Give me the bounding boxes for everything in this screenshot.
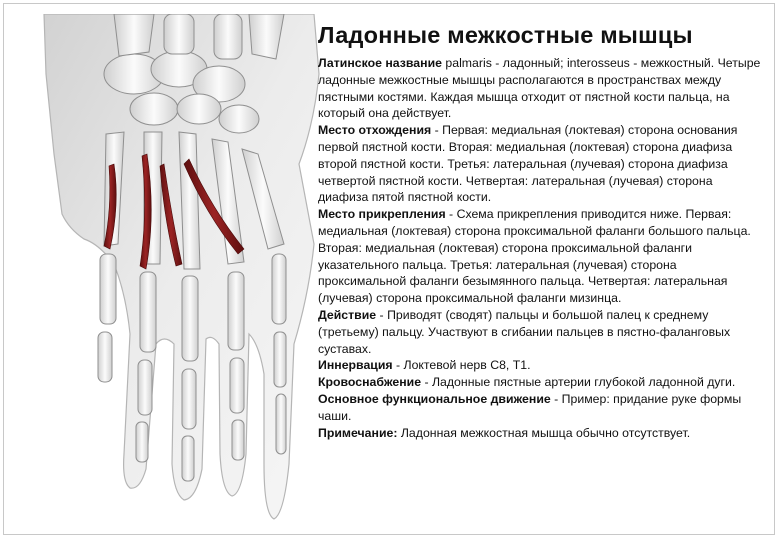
section-body: - Приводят (сводят) пальцы и большой палец к среднему (третьему) пальцу. Участвуют в сгибании пальцев в пястно-фаланговых суставах. [318,307,731,356]
section-note [318,425,764,442]
hand-anatomy-illustration [14,14,334,524]
page-title: Ладонные межкостные мышцы [318,22,693,48]
section-body: - Пример: придание руке формы чаши. [318,391,742,423]
section-origin [318,122,764,206]
section-body: - Локтевой нерв С8, Т1. [392,358,531,373]
section-term: Основное функциональное движение [318,391,551,406]
section-action [318,307,764,357]
description-text [318,55,764,441]
section-functional-movement [318,391,764,425]
section-term: Иннервация [318,358,393,373]
section-term: Действие [318,307,377,322]
section-innervation [318,357,764,374]
section-term: Примечание: [318,425,398,440]
section-body: - Ладонные пястные артерии глубокой ладонной дуги. [421,375,736,390]
section-blood-supply [318,374,764,391]
section-insertion [318,206,764,307]
section-latin-name [318,55,764,122]
section-term: Место прикрепления [318,207,446,222]
section-body: Ладонная межкостная мышца обычно отсутствует. [397,425,691,440]
section-term: Место отхождения [318,123,432,138]
section-term: Кровоснабжение [318,375,422,390]
section-body: palmaris - ладонный; interosseus - межкостный. Четыре ладонные межкостные мышцы располагаются в пространствах между пястными костями. Каждая мышца отходит от пястной кости пальца, на который она действует. [318,56,761,121]
section-body: - Схема прикрепления приводится ниже. Первая: медиальная (локтевая) сторона проксимальной фаланги большого пальца. Вторая: медиальная (локтевая) сторона проксимальной фаланги указательного пальца. Третья: латеральная (лучевая) сторона проксимальной фаланги безымянного пальца. Четвертая: латеральная (лучевая) сторона проксимальной фаланги мизинца. [318,207,751,306]
section-term: Латинское название [318,56,442,70]
section-body: - Первая: медиальная (локтевая) сторона основания первой пястной кости. Вторая: медиальная (локтевая) сторона диафиза второй пястной кости. Третья: латеральная (лучевая) сторона диафиза четвертой пястной кости. Четвертая: латеральная (лучевая) сторона диафиза пятой пястной кости. [318,123,738,205]
